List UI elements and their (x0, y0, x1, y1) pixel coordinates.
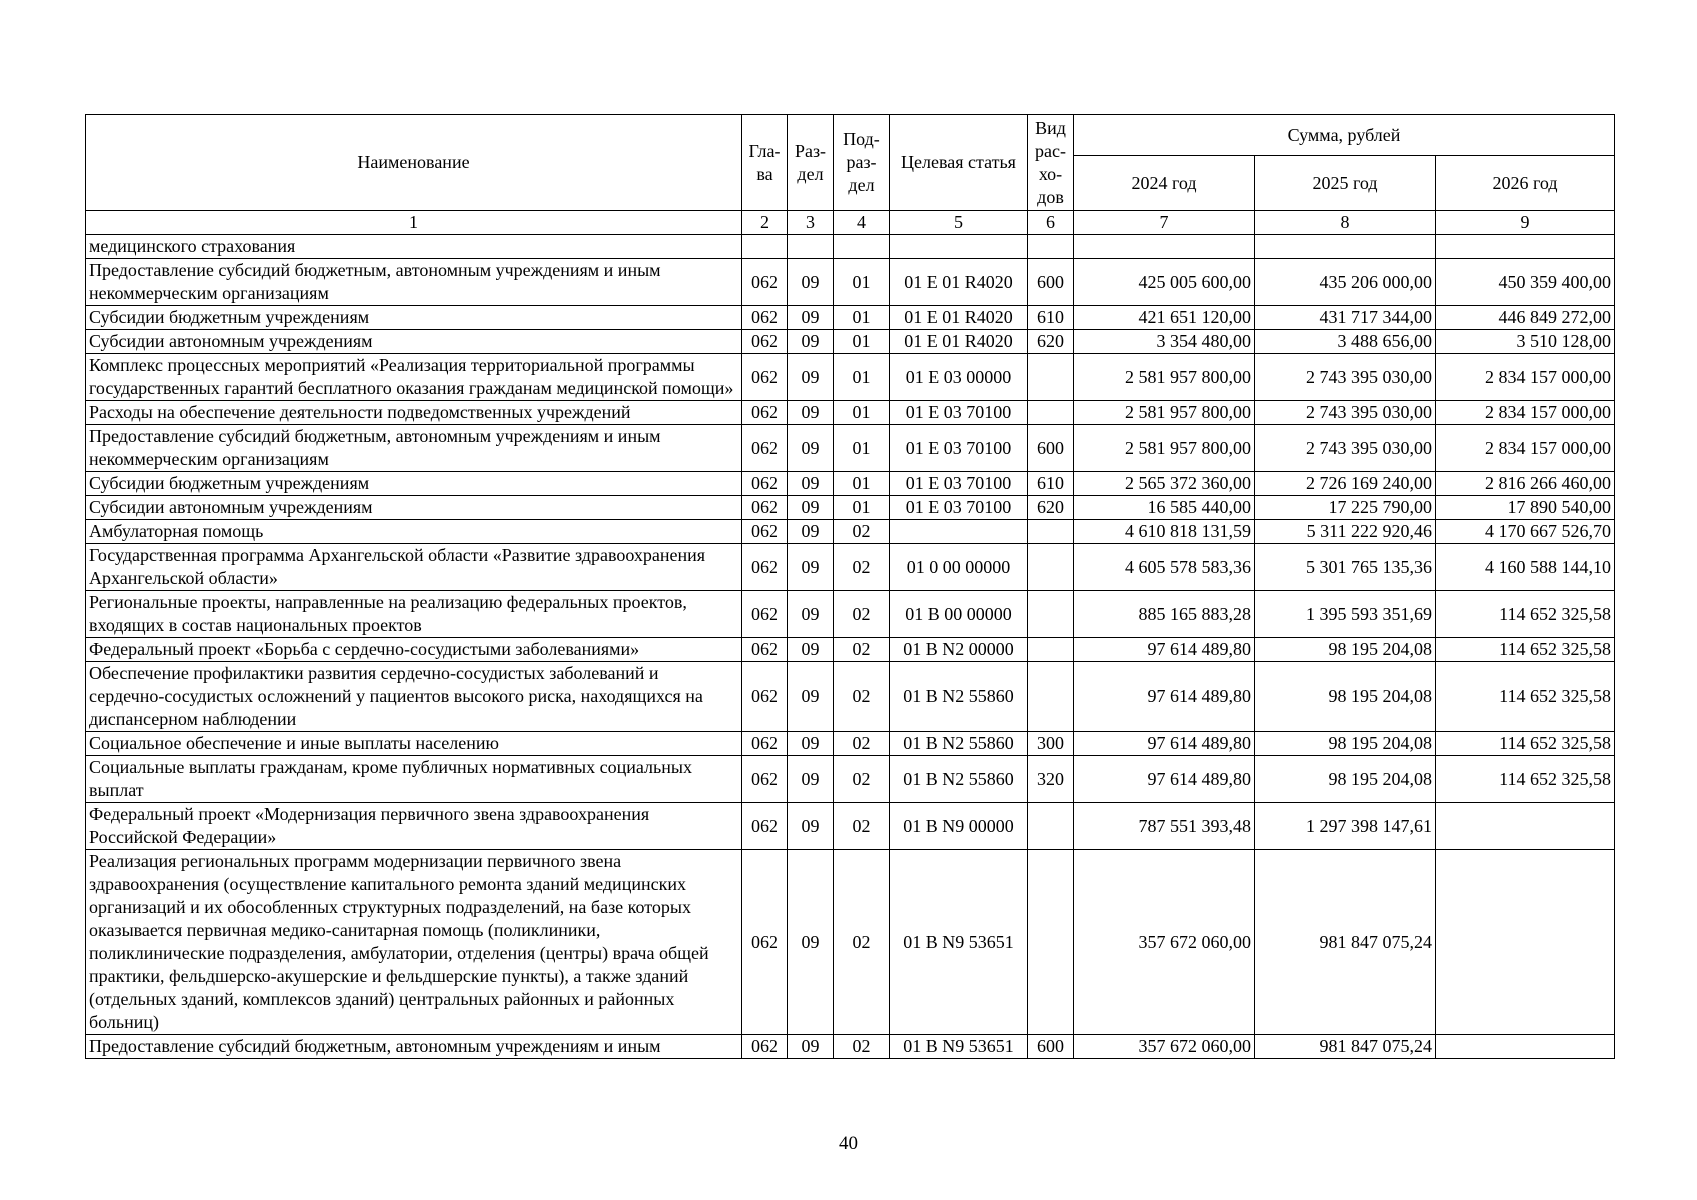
table-row (86, 235, 1615, 259)
row-sum-2024: 97 614 489,80 (1074, 756, 1255, 803)
row-name: Субсидии бюджетным учреждениям (86, 306, 742, 330)
table-row (86, 472, 1615, 496)
row-sum-2026: 446 849 272,00 (1436, 306, 1615, 330)
row-sum-2026: 2 834 157 000,00 (1436, 401, 1615, 425)
header-year-2024: 2024 год (1074, 156, 1255, 211)
row-target: 01 В N2 55860 (890, 732, 1028, 756)
row-target: 01 Е 01 R4020 (890, 330, 1028, 354)
col-number: 5 (890, 211, 1028, 235)
row-glava: 062 (742, 850, 788, 1035)
table-row (86, 306, 1615, 330)
row-razdel: 09 (788, 591, 834, 638)
row-sum-2025: 981 847 075,24 (1255, 1035, 1436, 1059)
row-razdel: 09 (788, 259, 834, 306)
row-podrazdel: 01 (834, 306, 890, 330)
row-sum-2024: 97 614 489,80 (1074, 732, 1255, 756)
row-sum-2024: 425 005 600,00 (1074, 259, 1255, 306)
row-razdel: 09 (788, 306, 834, 330)
row-sum-2025: 98 195 204,08 (1255, 662, 1436, 732)
row-name: Социальное обеспечение и иные выплаты населению (86, 732, 742, 756)
row-target: 01 Е 03 00000 (890, 354, 1028, 401)
table-row (86, 850, 1615, 1035)
row-name: Комплекс процессных мероприятий «Реализация территориальной программы государственных гарантий бесплатного оказания гражданам медицинской помощи» (86, 354, 742, 401)
row-target: 01 Е 03 70100 (890, 401, 1028, 425)
row-sum-2025: 435 206 000,00 (1255, 259, 1436, 306)
row-glava: 062 (742, 496, 788, 520)
row-sum-2025: 2 726 169 240,00 (1255, 472, 1436, 496)
row-glava: 062 (742, 520, 788, 544)
row-sum-2024: 4 605 578 583,36 (1074, 544, 1255, 591)
row-podrazdel: 02 (834, 662, 890, 732)
row-target: 01 В N9 53651 (890, 850, 1028, 1035)
table-row (86, 803, 1615, 850)
row-glava: 062 (742, 259, 788, 306)
row-name: медицинского страхования (86, 235, 742, 259)
row-podrazdel (834, 235, 890, 259)
row-vid: 320 (1028, 756, 1074, 803)
row-podrazdel: 02 (834, 638, 890, 662)
header-razdel: Раз-дел (788, 115, 834, 211)
row-glava: 062 (742, 591, 788, 638)
col-number: 1 (86, 211, 742, 235)
row-podrazdel: 01 (834, 259, 890, 306)
row-razdel: 09 (788, 330, 834, 354)
row-sum-2025: 98 195 204,08 (1255, 756, 1436, 803)
col-number: 6 (1028, 211, 1074, 235)
row-name: Федеральный проект «Борьба с сердечно-сосудистыми заболеваниями» (86, 638, 742, 662)
row-target: 01 В N2 55860 (890, 756, 1028, 803)
row-podrazdel: 02 (834, 544, 890, 591)
row-sum-2024: 357 672 060,00 (1074, 850, 1255, 1035)
row-sum-2024: 97 614 489,80 (1074, 638, 1255, 662)
row-sum-2026: 114 652 325,58 (1436, 662, 1615, 732)
row-podrazdel: 02 (834, 850, 890, 1035)
row-podrazdel: 02 (834, 1035, 890, 1059)
row-sum-2025: 3 488 656,00 (1255, 330, 1436, 354)
row-sum-2026: 114 652 325,58 (1436, 638, 1615, 662)
row-podrazdel: 01 (834, 401, 890, 425)
row-glava: 062 (742, 544, 788, 591)
row-vid (1028, 544, 1074, 591)
row-vid (1028, 354, 1074, 401)
row-podrazdel: 01 (834, 472, 890, 496)
row-vid (1028, 850, 1074, 1035)
row-target: 01 0 00 00000 (890, 544, 1028, 591)
row-glava: 062 (742, 638, 788, 662)
row-vid (1028, 235, 1074, 259)
row-sum-2026: 114 652 325,58 (1436, 756, 1615, 803)
row-name: Федеральный проект «Модернизация первичного звена здравоохранения Российской Федерации» (86, 803, 742, 850)
row-razdel: 09 (788, 732, 834, 756)
row-vid (1028, 662, 1074, 732)
row-razdel: 09 (788, 401, 834, 425)
row-sum-2024: 2 581 957 800,00 (1074, 401, 1255, 425)
row-sum-2024: 16 585 440,00 (1074, 496, 1255, 520)
table-row (86, 259, 1615, 306)
row-vid (1028, 803, 1074, 850)
row-vid (1028, 638, 1074, 662)
row-vid: 300 (1028, 732, 1074, 756)
row-name: Социальные выплаты гражданам, кроме публичных нормативных социальных выплат (86, 756, 742, 803)
row-target: 01 В 00 00000 (890, 591, 1028, 638)
row-vid: 610 (1028, 306, 1074, 330)
row-sum-2024: 421 651 120,00 (1074, 306, 1255, 330)
table-row (86, 544, 1615, 591)
row-podrazdel: 02 (834, 732, 890, 756)
row-sum-2025: 98 195 204,08 (1255, 638, 1436, 662)
row-target: 01 Е 03 70100 (890, 425, 1028, 472)
budget-table (85, 114, 1615, 1059)
row-name: Расходы на обеспечение деятельности подведомственных учреждений (86, 401, 742, 425)
row-glava: 062 (742, 756, 788, 803)
header-year-2025: 2025 год (1255, 156, 1436, 211)
page-number: 40 (839, 1133, 858, 1154)
row-sum-2025: 981 847 075,24 (1255, 850, 1436, 1035)
row-target: 01 Е 03 70100 (890, 472, 1028, 496)
row-sum-2024 (1074, 235, 1255, 259)
row-sum-2025: 5 311 222 920,46 (1255, 520, 1436, 544)
row-target (890, 520, 1028, 544)
row-podrazdel: 01 (834, 330, 890, 354)
row-podrazdel: 01 (834, 496, 890, 520)
row-sum-2026 (1436, 235, 1615, 259)
table-row (86, 354, 1615, 401)
row-sum-2024: 97 614 489,80 (1074, 662, 1255, 732)
row-glava: 062 (742, 330, 788, 354)
row-razdel: 09 (788, 638, 834, 662)
row-glava: 062 (742, 354, 788, 401)
row-sum-2024: 2 581 957 800,00 (1074, 354, 1255, 401)
row-sum-2024: 357 672 060,00 (1074, 1035, 1255, 1059)
row-razdel (788, 235, 834, 259)
row-target: 01 В N2 00000 (890, 638, 1028, 662)
row-sum-2024: 885 165 883,28 (1074, 591, 1255, 638)
row-razdel: 09 (788, 472, 834, 496)
row-name: Региональные проекты, направленные на реализацию федеральных проектов, входящих в состав национальных проектов (86, 591, 742, 638)
row-vid (1028, 520, 1074, 544)
row-vid (1028, 591, 1074, 638)
row-name: Обеспечение профилактики развития сердечно-сосудистых заболеваний и сердечно-сосудистых осложнений у пациентов высокого риска, находящихся на диспансерном наблюдении (86, 662, 742, 732)
row-sum-2026: 17 890 540,00 (1436, 496, 1615, 520)
row-sum-2025: 1 395 593 351,69 (1255, 591, 1436, 638)
row-name: Предоставление субсидий бюджетным, автономным учреждениям и иным некоммерческим организациям (86, 259, 742, 306)
row-sum-2025: 1 297 398 147,61 (1255, 803, 1436, 850)
row-razdel: 09 (788, 756, 834, 803)
row-sum-2025: 2 743 395 030,00 (1255, 425, 1436, 472)
row-vid: 610 (1028, 472, 1074, 496)
table-row (86, 401, 1615, 425)
header-vid: Вид рас-хо-дов (1028, 115, 1074, 211)
header-podrazdel: Под-раз-дел (834, 115, 890, 211)
row-sum-2026: 114 652 325,58 (1436, 591, 1615, 638)
row-glava: 062 (742, 425, 788, 472)
row-sum-2025: 17 225 790,00 (1255, 496, 1436, 520)
row-glava: 062 (742, 732, 788, 756)
row-sum-2025: 98 195 204,08 (1255, 732, 1436, 756)
row-razdel: 09 (788, 425, 834, 472)
row-name: Субсидии автономным учреждениям (86, 330, 742, 354)
header-name: Наименование (86, 115, 742, 211)
row-name: Предоставление субсидий бюджетным, автономным учреждениям и иным некоммерческим организациям (86, 425, 742, 472)
row-razdel: 09 (788, 662, 834, 732)
row-glava: 062 (742, 306, 788, 330)
row-glava: 062 (742, 1035, 788, 1059)
table-row (86, 425, 1615, 472)
table-row (86, 1035, 1615, 1059)
row-sum-2026: 2 834 157 000,00 (1436, 425, 1615, 472)
row-sum-2026 (1436, 1035, 1615, 1059)
header-target: Целевая статья (890, 115, 1028, 211)
row-sum-2025: 2 743 395 030,00 (1255, 354, 1436, 401)
row-target: 01 Е 01 R4020 (890, 259, 1028, 306)
row-razdel: 09 (788, 1035, 834, 1059)
row-sum-2026: 4 170 667 526,70 (1436, 520, 1615, 544)
table-body (86, 235, 1615, 1059)
row-podrazdel: 01 (834, 354, 890, 401)
row-name: Предоставление субсидий бюджетным, автономным учреждениям и иным (86, 1035, 742, 1059)
row-sum-2025: 5 301 765 135,36 (1255, 544, 1436, 591)
row-sum-2024: 4 610 818 131,59 (1074, 520, 1255, 544)
row-sum-2026 (1436, 850, 1615, 1035)
row-razdel: 09 (788, 544, 834, 591)
row-sum-2024: 2 565 372 360,00 (1074, 472, 1255, 496)
header-sum: Сумма, рублей (1074, 115, 1615, 156)
row-glava: 062 (742, 401, 788, 425)
row-sum-2024: 3 354 480,00 (1074, 330, 1255, 354)
row-razdel: 09 (788, 850, 834, 1035)
row-target: 01 В N9 00000 (890, 803, 1028, 850)
row-name: Субсидии бюджетным учреждениям (86, 472, 742, 496)
row-target: 01 В N2 55860 (890, 662, 1028, 732)
row-sum-2025: 431 717 344,00 (1255, 306, 1436, 330)
table-row (86, 330, 1615, 354)
table-row (86, 732, 1615, 756)
row-name: Субсидии автономным учреждениям (86, 496, 742, 520)
row-sum-2024: 787 551 393,48 (1074, 803, 1255, 850)
row-glava: 062 (742, 803, 788, 850)
row-sum-2026: 2 816 266 460,00 (1436, 472, 1615, 496)
col-number: 2 (742, 211, 788, 235)
row-podrazdel: 02 (834, 803, 890, 850)
table-row (86, 496, 1615, 520)
row-target: 01 Е 03 70100 (890, 496, 1028, 520)
row-razdel: 09 (788, 496, 834, 520)
row-sum-2026: 114 652 325,58 (1436, 732, 1615, 756)
row-vid: 620 (1028, 496, 1074, 520)
row-podrazdel: 02 (834, 756, 890, 803)
row-sum-2026: 4 160 588 144,10 (1436, 544, 1615, 591)
row-name: Реализация региональных программ модернизации первичного звена здравоохранения (осуществление капитального ремонта зданий медицинских организаций и их обособленных структурных подразделений, на базе которых оказывается первичная медико-санитарная помощь (поликлиники, поликлинические подразделения, амбулатории, отделения (центры) врача общей практики, фельдшерско-акушерские и фельдшерские пункты), а также зданий (отдельных зданий, комплексов зданий) центральных районных и районных больниц) (86, 850, 742, 1035)
row-sum-2025: 2 743 395 030,00 (1255, 401, 1436, 425)
table-row (86, 591, 1615, 638)
col-number: 3 (788, 211, 834, 235)
col-number: 4 (834, 211, 890, 235)
row-podrazdel: 01 (834, 425, 890, 472)
row-sum-2026: 450 359 400,00 (1436, 259, 1615, 306)
row-sum-2025 (1255, 235, 1436, 259)
row-name: Государственная программа Архангельской области «Развитие здравоохранения Архангельской области» (86, 544, 742, 591)
row-sum-2026 (1436, 803, 1615, 850)
table-row (86, 756, 1615, 803)
row-glava: 062 (742, 472, 788, 496)
row-sum-2026: 3 510 128,00 (1436, 330, 1615, 354)
row-name: Амбулаторная помощь (86, 520, 742, 544)
row-razdel: 09 (788, 354, 834, 401)
row-sum-2026: 2 834 157 000,00 (1436, 354, 1615, 401)
header-glava: Гла-ва (742, 115, 788, 211)
row-target: 01 Е 01 R4020 (890, 306, 1028, 330)
row-razdel: 09 (788, 803, 834, 850)
header-year-2026: 2026 год (1436, 156, 1615, 211)
row-vid: 620 (1028, 330, 1074, 354)
col-number: 8 (1255, 211, 1436, 235)
row-target (890, 235, 1028, 259)
col-number: 9 (1436, 211, 1615, 235)
row-razdel: 09 (788, 520, 834, 544)
table-row (86, 638, 1615, 662)
row-glava: 062 (742, 662, 788, 732)
row-podrazdel: 02 (834, 520, 890, 544)
col-number: 7 (1074, 211, 1255, 235)
row-vid (1028, 401, 1074, 425)
table-row (86, 520, 1615, 544)
row-vid: 600 (1028, 425, 1074, 472)
row-podrazdel: 02 (834, 591, 890, 638)
row-vid: 600 (1028, 1035, 1074, 1059)
row-sum-2024: 2 581 957 800,00 (1074, 425, 1255, 472)
row-glava (742, 235, 788, 259)
row-target: 01 В N9 53651 (890, 1035, 1028, 1059)
table-row (86, 662, 1615, 732)
row-vid: 600 (1028, 259, 1074, 306)
